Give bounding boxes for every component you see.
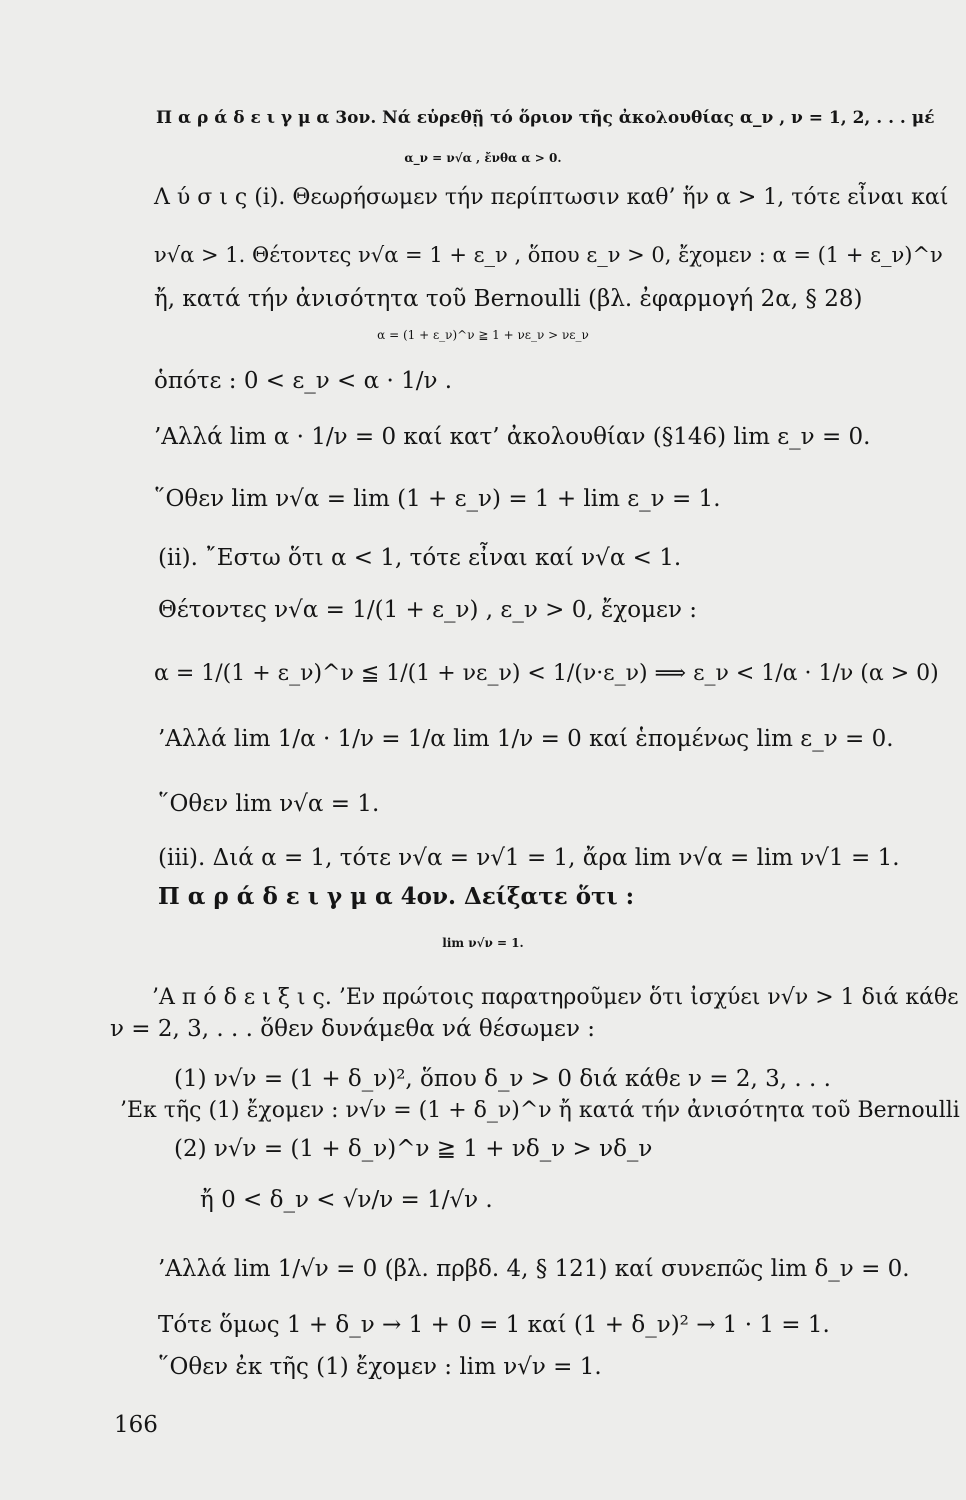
delta-bound: ἤ 0 < δ_ν < √ν/ν = 1/√ν .	[200, 1187, 493, 1213]
limit-composition: Τότε ὅμως 1 + δ_ν → 1 + 0 = 1 καί (1 + δ_ν)² → 1 · 1 = 1.	[158, 1312, 830, 1338]
bernoulli-reference: ἤ, κατά τήν ἀνισότητα τοῦ Bernoulli (βλ. ἐφαρμογή 2α, § 28)	[154, 286, 863, 312]
inequality-chain: α = 1/(1 + ε_ν)^ν ≦ 1/(1 + νε_ν) < 1/(ν·ε_ν) ⟹ ε_ν < 1/α · 1/ν (α > 0)	[154, 661, 939, 686]
conclusion-case-i: ῞Οθεν lim ν√α = lim (1 + ε_ν) = 1 + lim ε_ν = 1.	[154, 486, 721, 512]
example-4-heading: Π α ρ ά δ ε ι γ μ α 4ον. Δείξατε ὅτι :	[158, 883, 635, 910]
epsilon-bound: ὁπότε : 0 < ε_ν < α · 1/ν .	[154, 368, 453, 394]
limit-epsilon-zero: ’Αλλά lim α · 1/ν = 0 καί κατ’ ἀκολουθίαν (§146) lim ε_ν = 0.	[154, 424, 871, 450]
conclusion-case-ii: ῞Οθεν lim ν√α = 1.	[158, 791, 380, 817]
solution-case-i: Λ ύ σ ι ς (i). Θεωρήσωμεν τήν περίπτωσιν καθ’ ἥν α > 1, τότε εἶναι καί	[154, 185, 949, 210]
equation-1: (1) ν√ν = (1 + δ_ν)², ὅπου δ_ν > 0 διά κάθε ν = 2, 3, . . .	[174, 1066, 831, 1092]
limit-case-ii: ’Αλλά lim 1/α · 1/ν = 1/α lim 1/ν = 0 καί ἑπομένως lim ε_ν = 0.	[158, 726, 894, 752]
solution-case-iii: (iii). Διά α = 1, τότε ν√α = ν√1 = 1, ἄρα lim ν√α = lim ν√1 = 1.	[158, 845, 900, 871]
example-3-heading: Π α ρ ά δ ε ι γ μ α 3ον. Νά εὑρεθῇ τό ὅριον τῆς ἀκολουθίας α_ν , ν = 1, 2, . . . μέ	[156, 108, 935, 128]
solution-case-ii: (ii). ῎Εστω ὅτι α < 1, τότε εἶναι καί ν√α < 1.	[158, 545, 682, 571]
bernoulli-inequality: α = (1 + ε_ν)^ν ≧ 1 + νε_ν > νε_ν	[377, 328, 589, 342]
from-equation-1: ’Εκ τῆς (1) ἔχομεν : ν√ν = (1 + δ_ν)^ν ἤ κατά τήν ἀνισότητα τοῦ Bernoulli	[120, 1098, 960, 1123]
substitution-line: ν√α > 1. Θέτοντες ν√α = 1 + ε_ν , ὅπου ε_ν > 0, ἔχομεν : α = (1 + ε_ν)^ν	[154, 243, 943, 267]
substitution-case-ii: Θέτοντες ν√α = 1/(1 + ε_ν) , ε_ν > 0, ἔχομεν :	[158, 597, 697, 623]
sequence-definition: α_ν = ν√α , ἔνθα α > 0.	[404, 151, 562, 165]
proof-intro: ’Α π ό δ ε ι ξ ι ς. ’Εν πρώτοις παρατηροῦμεν ὅτι ἰσχύει ν√ν > 1 διά κάθε	[152, 985, 959, 1010]
final-conclusion: ῞Οθεν ἐκ τῆς (1) ἔχομεν : lim ν√ν = 1.	[158, 1354, 602, 1380]
page-number: 166	[114, 1412, 158, 1438]
limit-delta-zero: ’Αλλά lim 1/√ν = 0 (βλ. πρβδ. 4, § 121) καί συνεπῶς lim δ_ν = 0.	[158, 1256, 910, 1282]
equation-2: (2) ν√ν = (1 + δ_ν)^ν ≧ 1 + νδ_ν > νδ_ν	[174, 1136, 653, 1162]
example-4-statement: lim ν√ν = 1.	[442, 936, 524, 950]
proof-range: ν = 2, 3, . . . ὅθεν δυνάμεθα νά θέσωμεν :	[110, 1016, 595, 1042]
